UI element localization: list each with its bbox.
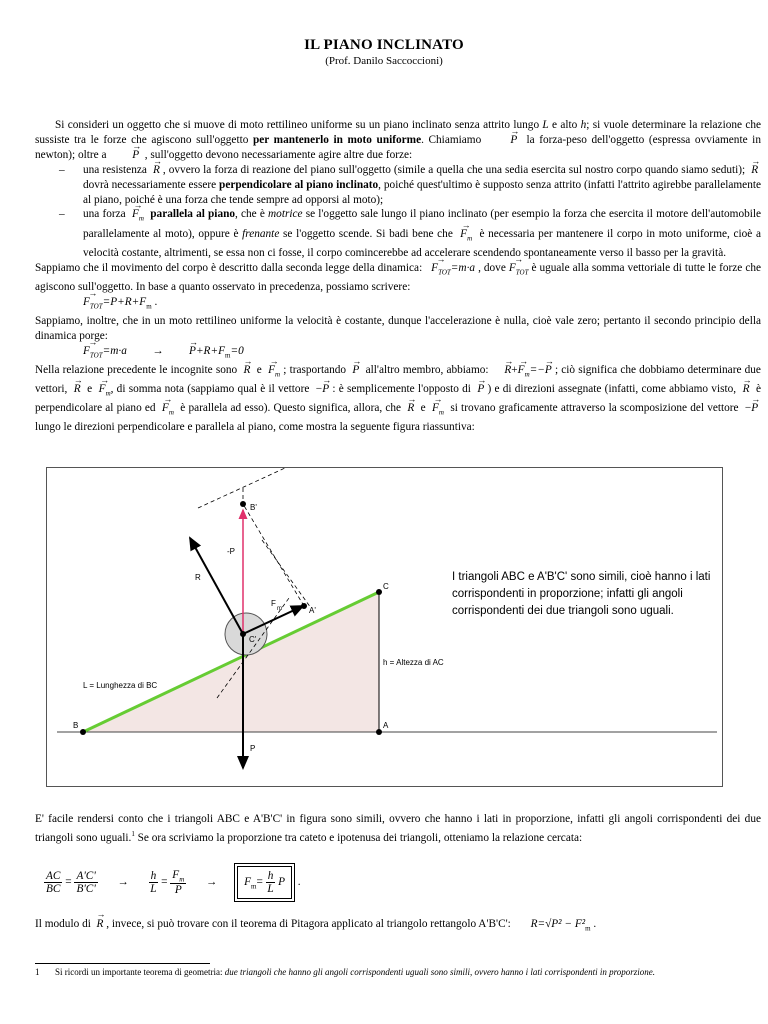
equation-zero: → $F_{TOT}=m\cdot a$ → → $P+R+F_m=0$ (35, 344, 761, 363)
unknowns-paragraph: Nella relazione precedente le incognite sono → R $e \to F_m$ ; trasportando → P all'altro membro, abbiamo: → $R+\to F_m=-\to P$ ; ciò significa che dobbiamo determinare due vettori, → R $e \to F_m$, di somma nota (sappiamo qual è il vettore −→ P : è semplicemente l'opposto di → P ) e di direzioni assegnate (infatti, come abbiamo visto, → R è perpendicolare al piano ed → $F_m$ è parallela ad esso). Questo significa, allora, che → R $e \to F_m$ si trovano graficamente attraverso la scomposizione del vettore −→ P lungo le direzioni perpendicolare e parallela al piano, come mostra la seguente figura riassuntiva: (35, 363, 761, 435)
point-a (376, 729, 382, 735)
boxed-result: $F_m=$ $\frac{h}{L}$ P (237, 866, 292, 899)
frac-fm-p: $\frac{F_m}{P}$ (172, 868, 185, 897)
point-b (80, 729, 86, 735)
label-fm-sub: m (277, 606, 282, 612)
equation-sum: → $F_{TOT}=P+R+F_m$ . (35, 295, 761, 314)
label-ap: A' (309, 606, 316, 615)
intro-paragraph: Si consideri un oggetto che si muove di moto rettilineo uniforme su un piano inclinato senza attrito lungo L e alto h; si vuole determinare la relazione che sussiste tra le forze che agiscono sull'oggetto per mantenerlo in moto uniforme. Chiamiamo → P la forza-peso dell'oggetto (espressa ovviamente in newton); oltre a → P , sull'oggetto devono necessariamente agire altre due forze: (35, 118, 761, 163)
inclined-plane-figure (46, 467, 723, 787)
bullet-resistenza: – una resistenza → R , ovvero la forza di reazione del piano sull'oggetto (simile a quella che una sedia esercita sul nostro corpo quando siamo seduti); → R dovrà necessariamente essere perpendicolare al piano inclinato, poiché quest'ultimo è supposto senza attrito (infatti l'attrito agirebbe parallelamente al piano, poiché è una forza che tende sempre ad opporsi al moto); (35, 163, 761, 208)
vector-r (190, 538, 243, 634)
point-c (376, 589, 382, 595)
frac-ac-bc: $\frac{AC}{BC}$ (46, 870, 61, 895)
point-cp (240, 631, 246, 637)
similarity-paragraph: E' facile rendersi conto che i triangoli ABC e A'B'C' in figura sono simili, ovvero che hanno i lati in proporzione, infatti gli angoli corrispondenti dei due triangoli sono uguali.$^1$ Se ora scriviamo la proporzione tra cateto e ipotenusa dei triangoli, otteniamo la relazione cercata: (35, 813, 761, 844)
figure-diagram (47, 468, 722, 786)
footnote-rule (35, 963, 210, 964)
connector-a-b (243, 504, 304, 606)
figure-caption: I triangoli ABC e A'B'C' sono simili, cioè hanno i lati corrispondenti in proporzione; infatti gli angoli corrispondenti dei due triangoli sono uguali. (452, 571, 711, 617)
label-b: B (73, 721, 79, 730)
footnote: 1 Si ricordi un importante teorema di geometria: due triangoli che hanno gli angoli corrispondenti uguali sono simili, ovvero hanno i lati corrispondenti in proporzione. (35, 967, 656, 977)
label-r: R (195, 573, 201, 582)
label-minus-p: -P (227, 547, 235, 556)
main-text (35, 118, 761, 435)
uniform-paragraph: Sappiamo, inoltre, che in un moto rettilineo uniforme la velocità è costante, dunque l'accelerazione è nulla, cioè vale zero; pertanto il secondo principio della dinamica porge: (35, 314, 761, 342)
dynamics-paragraph: Sappiamo che il movimento del corpo è descritto dalla seconda legge della dinamica: → $F_{TOT}=m\cdot a$ , dove → $F_{TOT}$ è uguale alla somma vettoriale di tutte le forze che agiscono sull'oggetto. In base a quanto osservato in precedenza, possiamo scrivere: (35, 261, 761, 295)
dashed-perp-2 (262, 540, 311, 608)
point-ap (301, 603, 307, 609)
label-l: L = Lunghezza di BC (83, 681, 158, 690)
frac-apcp-bpcp: $\frac{A'C'}{B'C'}$ (76, 870, 96, 895)
label-a: A (383, 721, 389, 730)
bullet-forza-motrice: – una forza → $F_m$ parallela al piano, che è motrice se l'oggetto sale lungo il piano inclinato (per esempio la forza che esercita il motore dell'automobile parallelamente al moto), oppure è frenante se l'oggetto scende. Si badi bene che → $F_m$ è necessaria per mantenere il corpo in moto uniforme, cioè a velocità costante, altrimenti, se essa non ci fosse, il corpo comincerebbe ad accelerare scendendo spontaneamente verso il basso per la gravità. (35, 207, 761, 260)
proportion-formula: $\frac{AC}{BC}$ = $\frac{A'C'}{B'C'}$ → $\frac{h}{L}$ = $\frac{F_m}{P}$ → $F_m=$ $\frac{h}{L}$ P . (44, 866, 744, 906)
label-h: h = Altezza di AC (383, 658, 444, 667)
frac-h-l: $\frac{h}{L}$ (150, 870, 157, 895)
label-bp: B' (250, 503, 257, 512)
author-line: (Prof. Danilo Saccoccioni) (325, 55, 443, 67)
label-cp: C' (249, 635, 257, 644)
label-c: C (383, 582, 389, 591)
label-p: P (250, 744, 256, 753)
label-fm: F (271, 599, 276, 608)
pythagoras-line: Il modulo di → R , invece, si può trovare con il teorema di Pitagora applicato al triangolo rettangolo A'B'C': $R=√P^2 - F^2_m$ . (35, 918, 761, 932)
page-title: IL PIANO INCLINATO (304, 37, 464, 53)
point-bp (240, 501, 246, 507)
